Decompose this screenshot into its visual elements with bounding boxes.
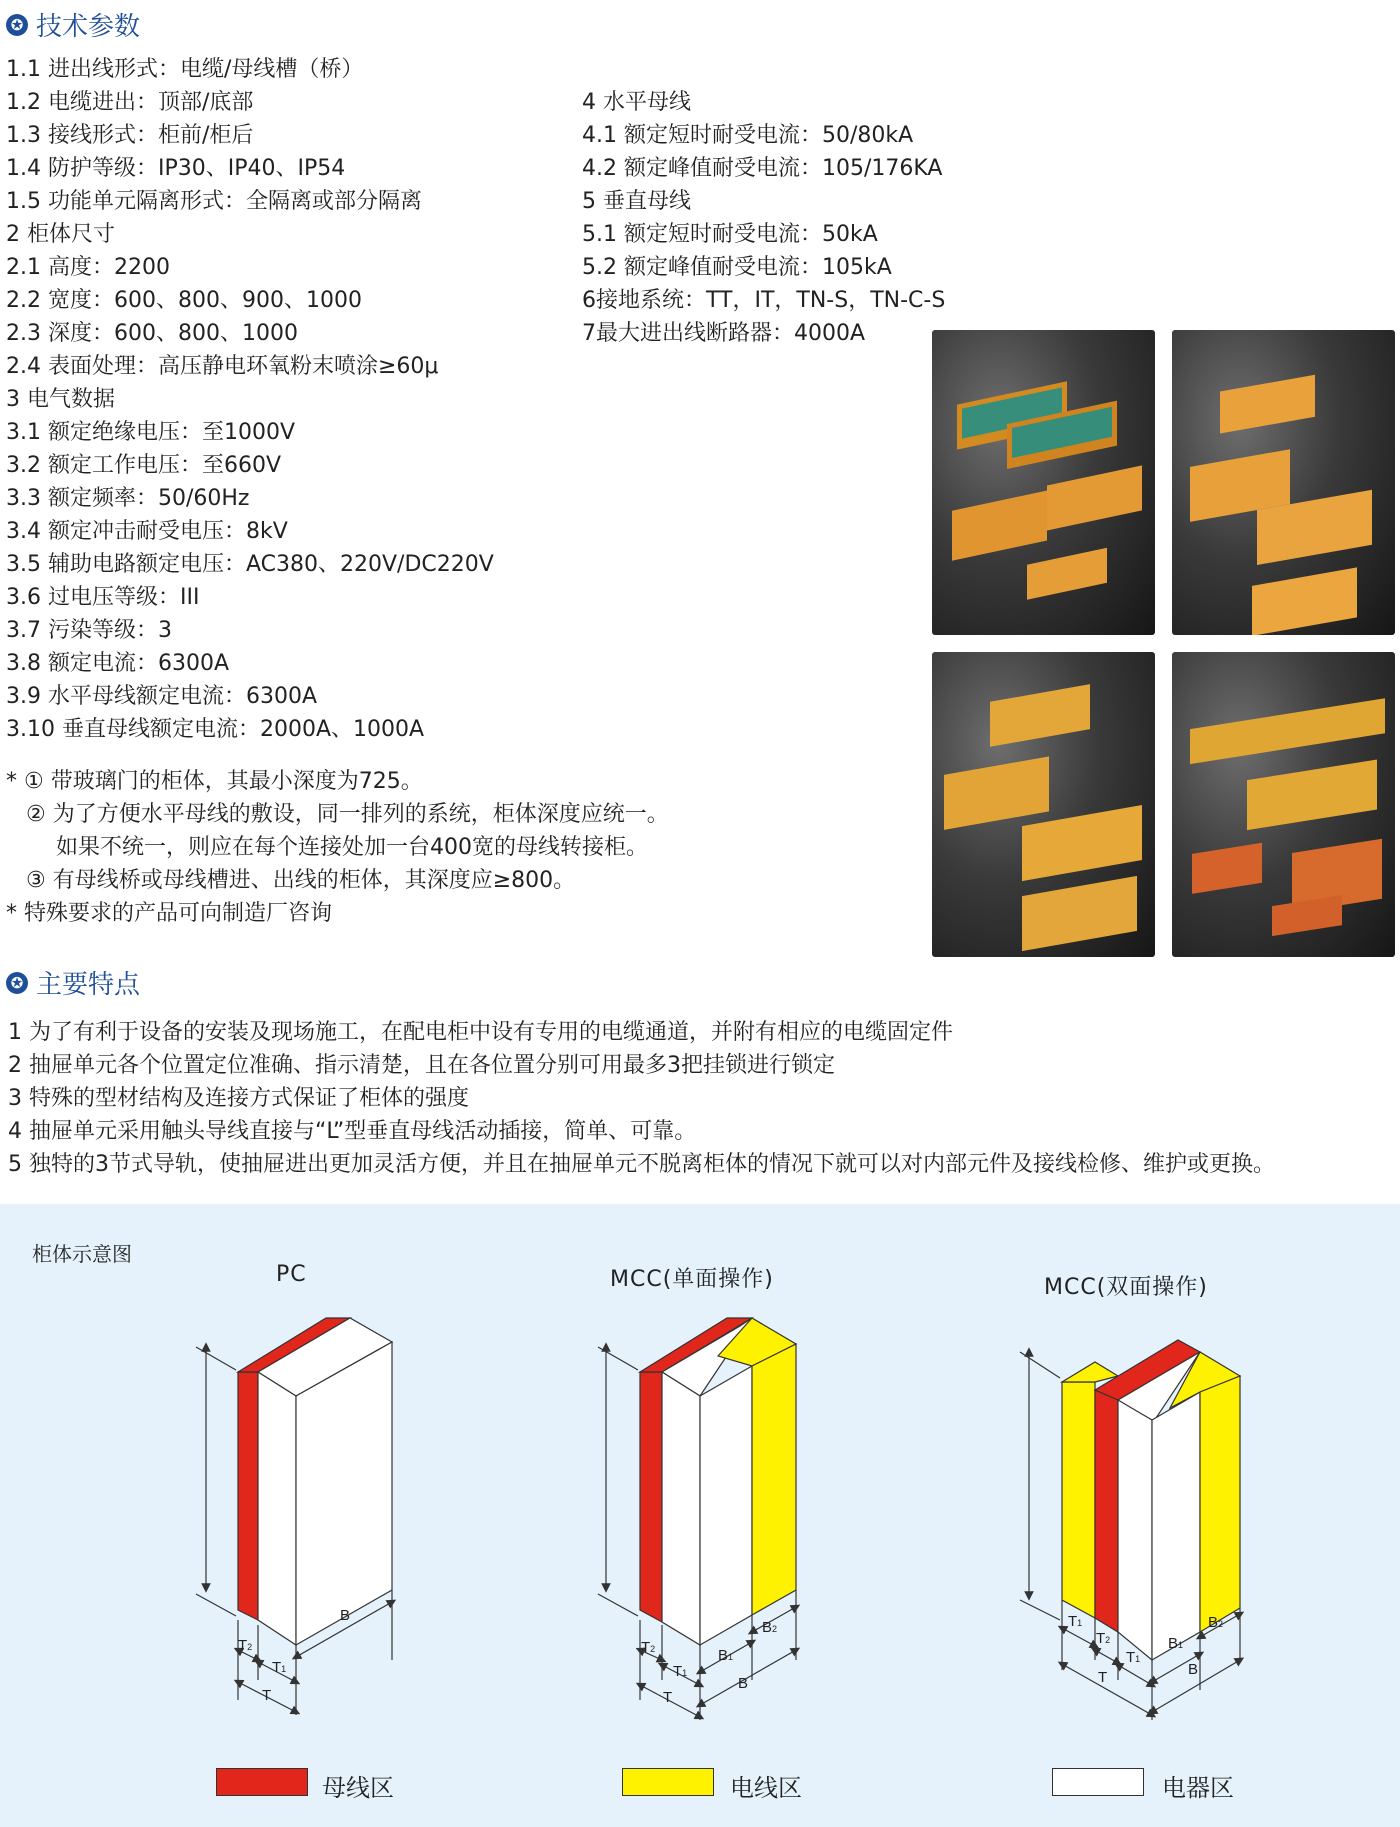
left-params-line: 3.8 额定电流：6300A xyxy=(6,651,230,676)
dim-label-b: B xyxy=(738,1675,749,1692)
cabinet-label-mcc-single: MCC(单面操作) xyxy=(610,1267,774,1292)
dim-label-t: T xyxy=(262,1687,272,1704)
dim-label-b1: B1 xyxy=(718,1647,734,1664)
legend-label-busbar: 母线区 xyxy=(322,1774,394,1802)
left-params-line: 1.3 接线形式：柜前/柜后 xyxy=(6,123,254,148)
features-line: 3 特殊的型材结构及连接方式保证了柜体的强度 xyxy=(8,1086,469,1111)
legend-swatch-busbar xyxy=(216,1768,308,1796)
left-params-line: 3.4 额定冲击耐受电压：8kV xyxy=(6,519,288,544)
right-params-line: 7最大进出线断路器：4000A xyxy=(582,321,866,346)
dim-label-t1: T1 xyxy=(272,1659,287,1676)
right-params-line: 5.2 额定峰值耐受电流：105kA xyxy=(582,255,892,280)
dim-label-t1: T1 xyxy=(673,1663,688,1680)
dim-label-b2: B2 xyxy=(1208,1614,1224,1631)
legend-swatch-cable xyxy=(622,1768,714,1796)
notes-line: * 特殊要求的产品可向制造厂咨询 xyxy=(6,901,332,926)
dim-label-b: B xyxy=(1188,1661,1199,1678)
left-params-line: 3.9 水平母线额定电流：6300A xyxy=(6,684,318,709)
left-params-line: 3 电气数据 xyxy=(6,387,115,412)
dim-label-t1: T1 xyxy=(1068,1613,1083,1630)
features-line: 1 为了有利于设备的安装及现场施工，在配电柜中设有专用的电缆通道，并附有相应的电缆固定件 xyxy=(8,1020,953,1045)
features-line: 4 抽屉单元采用触头导线直接与“L”型垂直母线活动插接，简单、可靠。 xyxy=(8,1119,697,1144)
cabinet-label-pc: PC xyxy=(276,1262,307,1287)
left-params-line: 3.2 额定工作电压：至660V xyxy=(6,453,282,478)
left-params-line: 1.1 进出线形式：电缆/母线槽（桥） xyxy=(6,57,364,82)
left-params-line: 3.5 辅助电路额定电压：AC380、220V/DC220V xyxy=(6,552,494,577)
legend-label-device: 电器区 xyxy=(1162,1774,1234,1802)
dim-label-t2: T2 xyxy=(238,1637,253,1654)
left-params-line: 3.3 额定频率：50/60Hz xyxy=(6,486,250,511)
section-title: 主要特点 xyxy=(36,970,141,1000)
star-icon: ✪ xyxy=(6,972,28,994)
dim-label-t: T xyxy=(663,1689,673,1706)
star-icon: ✪ xyxy=(6,14,28,36)
diagram-title: 柜体示意图 xyxy=(32,1242,132,1266)
mcc-single-cabinet xyxy=(598,1318,796,1720)
left-params-line: 2.2 宽度：600、800、900、1000 xyxy=(6,288,362,313)
left-params-line: 2.3 深度：600、800、1000 xyxy=(6,321,298,346)
right-params-line: 4.1 额定短时耐受电流：50/80kA xyxy=(582,123,914,148)
right-params-line: 4.2 额定峰值耐受电流：105/176KA xyxy=(582,156,943,181)
notes-line: ③ 有母线桥或母线槽进、出线的柜体，其深度应≥800。 xyxy=(26,868,576,893)
features-line: 5 独特的3节式导轨，使抽屉进出更加灵活方便，并且在抽屉单元不脱离柜体的情况下就可以对内部元件及接线检修、维护或更换。 xyxy=(8,1152,1275,1177)
legend-label-cable: 电线区 xyxy=(730,1774,802,1802)
dim-label-t: T xyxy=(1098,1669,1108,1686)
dim-label-b1: B1 xyxy=(1168,1635,1184,1652)
left-params-line: 1.5 功能单元隔离形式：全隔离或部分隔离 xyxy=(6,189,422,214)
notes-line: * ① 带玻璃门的柜体，其最小深度为725。 xyxy=(6,769,423,794)
left-params-line: 1.2 电缆进出：顶部/底部 xyxy=(6,90,254,115)
dim-label-t2: T2 xyxy=(641,1639,656,1656)
right-params-line: 6接地系统：TT，IT，TN-S，TN-C-S xyxy=(582,288,946,313)
dim-label-t1: T1 xyxy=(1126,1649,1141,1666)
right-params-line: 4 水平母线 xyxy=(582,90,691,115)
dim-label-t2: T2 xyxy=(1096,1630,1111,1647)
left-params-line: 3.1 额定绝缘电压：至1000V xyxy=(6,420,296,445)
left-params-line: 2.4 表面处理：高压静电环氧粉末喷涂≥60μ xyxy=(6,354,439,379)
right-params-line: 5.1 额定短时耐受电流：50kA xyxy=(582,222,878,247)
legend-swatch-device xyxy=(1052,1768,1144,1796)
notes-line: 如果不统一，则应在每个连接处加一台400宽的母线转接柜。 xyxy=(56,835,648,860)
left-params-line: 2.1 高度：2200 xyxy=(6,255,170,280)
left-params-line: 3.10 垂直母线额定电流：2000A、1000A xyxy=(6,717,425,742)
pc-cabinet xyxy=(196,1318,392,1715)
left-params-line: 3.6 过电压等级：III xyxy=(6,585,200,610)
right-params-line: 5 垂直母线 xyxy=(582,189,691,214)
dim-label-b2: B2 xyxy=(762,1619,778,1636)
left-params-line: 3.7 污染等级：3 xyxy=(6,618,172,643)
section-title: 技术参数 xyxy=(36,12,141,42)
dim-label-b: B xyxy=(340,1607,351,1624)
left-params-line: 1.4 防护等级：IP30、IP40、IP54 xyxy=(6,156,346,181)
left-params-line: 2 柜体尺寸 xyxy=(6,222,115,247)
notes-line: ② 为了方便水平母线的敷设，同一排列的系统，柜体深度应统一。 xyxy=(26,802,669,827)
features-line: 2 抽屉单元各个位置定位准确、指示清楚，且在各位置分别可用最多3把挂锁进行锁定 xyxy=(8,1053,835,1078)
cabinet-label-mcc-double: MCC(双面操作) xyxy=(1044,1275,1208,1300)
